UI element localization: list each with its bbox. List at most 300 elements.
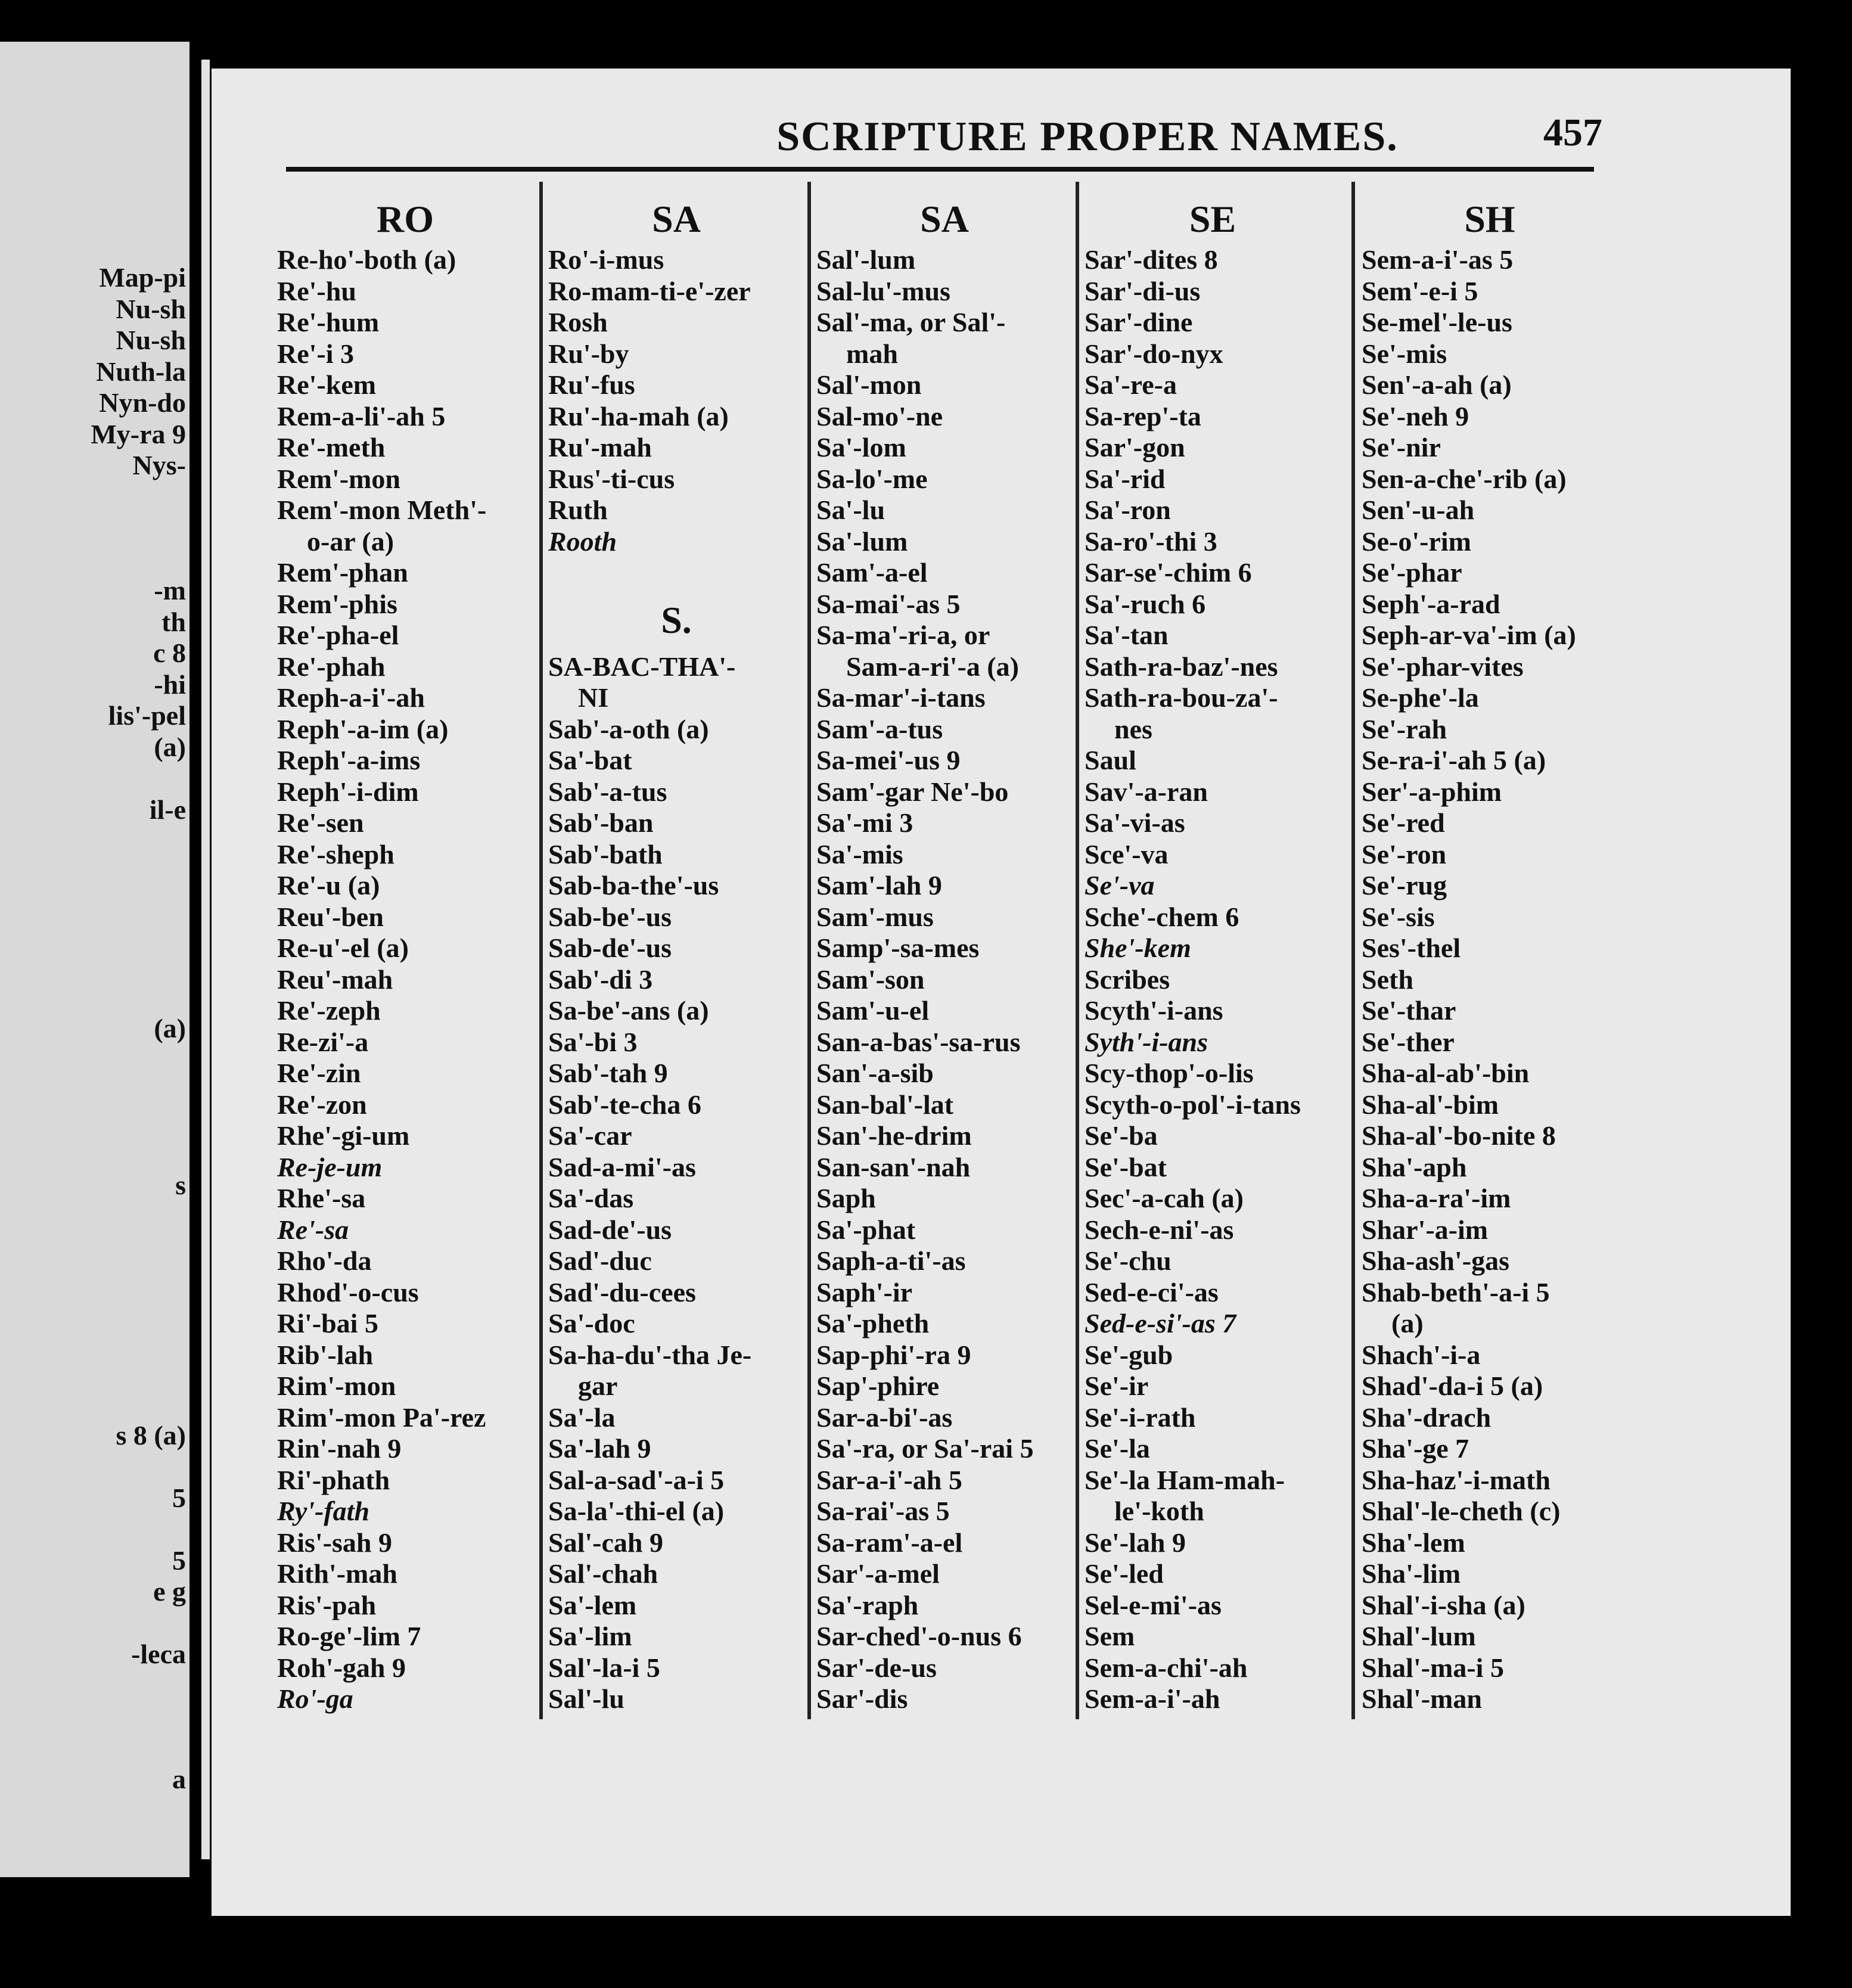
entry-list bbox=[1362, 244, 1618, 1715]
name-entry: San-a-bas'-sa-rus bbox=[816, 1026, 1021, 1057]
entry-list bbox=[277, 244, 533, 1715]
name-entry: Sha'-drach bbox=[1362, 1402, 1491, 1433]
name-entry: Ry'-fath bbox=[277, 1496, 370, 1526]
name-entry: mah bbox=[846, 338, 898, 369]
name-entry: Shal'-le-cheth (c) bbox=[1362, 1496, 1561, 1526]
name-entry: Sa-rai'-as 5 bbox=[816, 1496, 950, 1526]
name-entry: Sal-mo'-ne bbox=[816, 400, 943, 431]
name-entry: Ser'-a-phim bbox=[1362, 776, 1502, 807]
name-entry: Se'-mis bbox=[1362, 338, 1447, 369]
entry-list bbox=[1085, 244, 1341, 1715]
fragment-line bbox=[0, 512, 189, 544]
fragment-line bbox=[0, 1201, 189, 1232]
name-entry: Sap-phi'-ra 9 bbox=[816, 1339, 971, 1370]
column-heading: RO bbox=[377, 198, 434, 240]
name-entry: Sav'-a-ran bbox=[1085, 776, 1208, 807]
name-entry: Sar'-dine bbox=[1085, 307, 1193, 337]
fragment-line bbox=[0, 763, 189, 794]
name-entry: Sa-ha-du'-tha Je- bbox=[548, 1339, 752, 1370]
name-entry: Sal'-lu bbox=[548, 1683, 624, 1714]
name-entry: Sa'-bi 3 bbox=[548, 1026, 638, 1057]
column-rule bbox=[807, 182, 811, 1719]
fragment-line bbox=[0, 888, 189, 920]
name-entry: Sa'-doc bbox=[548, 1308, 635, 1338]
name-entry: Scyth-o-pol'-i-tans bbox=[1085, 1089, 1301, 1120]
name-entry: Scyth'-i-ans bbox=[1085, 995, 1223, 1026]
name-entry: Sa'-ron bbox=[1085, 495, 1171, 525]
name-entry: Reu'-ben bbox=[277, 901, 384, 932]
fragment-line bbox=[0, 1326, 189, 1358]
name-entry: San'-a-sib bbox=[816, 1058, 934, 1088]
name-entry: Sab'-a-oth (a) bbox=[548, 713, 709, 744]
name-entry: Syth'-i-ans bbox=[1085, 1026, 1208, 1057]
name-entry: Sa-lo'-me bbox=[816, 463, 928, 494]
fragment-line: Nyn-do bbox=[99, 387, 186, 418]
name-entry: Se'-nir bbox=[1362, 432, 1441, 462]
fragment-line bbox=[0, 1232, 189, 1264]
column-ro bbox=[277, 194, 533, 1715]
name-entry: Sar-a-i'-ah 5 bbox=[816, 1464, 962, 1495]
name-entry: Sam'-a-el bbox=[816, 557, 928, 588]
name-entry: Sa'-raph bbox=[816, 1589, 919, 1620]
name-entry: Sab'-ban bbox=[548, 807, 654, 838]
name-entry: Sed-e-ci'-as bbox=[1085, 1276, 1219, 1307]
name-entry: Saul bbox=[1085, 745, 1136, 775]
name-entry: Sab'-di 3 bbox=[548, 964, 653, 995]
name-entry: Rib'-lah bbox=[277, 1339, 374, 1370]
name-entry: Rhe'-sa bbox=[277, 1183, 366, 1213]
name-entry: Sech-e-ni'-as bbox=[1085, 1214, 1234, 1245]
name-entry: Ri'-bai 5 bbox=[277, 1308, 378, 1338]
name-entry: Sem-a-i'-as 5 bbox=[1362, 244, 1514, 275]
name-entry: Sab-ba-the'-us bbox=[548, 870, 719, 900]
name-entry: (a) bbox=[1391, 1308, 1424, 1338]
name-entry: Ruth bbox=[548, 495, 608, 525]
fragment-line: c 8 bbox=[153, 638, 186, 668]
name-entry: Samp'-sa-mes bbox=[816, 933, 980, 963]
name-entry: Sha-al'-bim bbox=[1362, 1089, 1499, 1120]
name-entry: Ses'-thel bbox=[1362, 933, 1461, 963]
name-entry: Rho'-da bbox=[277, 1245, 372, 1276]
name-entry: Reph'-a-ims bbox=[277, 745, 421, 775]
name-entry: Sa'-re-a bbox=[1085, 369, 1177, 400]
fragment-line bbox=[0, 920, 189, 951]
fragment-line bbox=[0, 1451, 189, 1483]
name-entry: Sec'-a-cah (a) bbox=[1085, 1183, 1244, 1213]
column-heading: SA bbox=[920, 198, 969, 240]
fragment-line bbox=[0, 1389, 189, 1420]
name-entry: Reu'-mah bbox=[277, 964, 393, 995]
name-entry: Sed-e-si'-as 7 bbox=[1085, 1308, 1236, 1338]
name-entry: Shal'-ma-i 5 bbox=[1362, 1652, 1504, 1683]
fragment-line bbox=[0, 1608, 189, 1639]
name-entry: Sab-be'-us bbox=[548, 901, 672, 932]
name-entry: Rim'-mon bbox=[277, 1371, 396, 1401]
name-entry: Sha'-lem bbox=[1362, 1527, 1465, 1558]
name-entry: Re-ho'-both (a) bbox=[277, 244, 456, 275]
fragment-line: Nu-sh bbox=[116, 293, 186, 324]
name-entry: Sa'-lu bbox=[816, 495, 885, 525]
name-entry: nes bbox=[1114, 713, 1152, 744]
name-entry: Se-phe'-la bbox=[1362, 682, 1479, 713]
name-entry: Sal-a-sad'-a-i 5 bbox=[548, 1464, 725, 1495]
name-entry: Seph'-a-rad bbox=[1362, 588, 1500, 619]
name-entry: Sa'-lim bbox=[548, 1621, 632, 1651]
name-entry: Saph-a-ti'-as bbox=[816, 1245, 966, 1276]
section-letter: S. bbox=[661, 598, 692, 641]
name-entry: Se'-va bbox=[1085, 870, 1155, 900]
fragment-line: -m bbox=[154, 575, 186, 605]
name-entry: Sa'-ruch 6 bbox=[1085, 588, 1206, 619]
column-heading: SA bbox=[652, 198, 701, 240]
book-page bbox=[212, 69, 1791, 1916]
column-rule bbox=[539, 182, 543, 1719]
name-entry: Sar'-dis bbox=[816, 1683, 908, 1714]
fragment-line: Nu-sh bbox=[116, 325, 186, 355]
name-entry: Re'-hu bbox=[277, 275, 356, 306]
column-rule bbox=[1351, 182, 1355, 1719]
fragment-line bbox=[0, 1045, 189, 1076]
fragment-line: s 8 (a) bbox=[116, 1419, 186, 1450]
name-entry: Se'-rug bbox=[1362, 870, 1447, 900]
fragment-line: Map-pi bbox=[99, 262, 186, 293]
fragment-line bbox=[0, 1358, 189, 1389]
name-entry: le'-koth bbox=[1114, 1496, 1204, 1526]
name-entry: Sam'-a-tus bbox=[816, 713, 943, 744]
name-entry: Shad'-da-i 5 (a) bbox=[1362, 1371, 1543, 1401]
name-entry: Rem'-phan bbox=[277, 557, 408, 588]
column-se bbox=[1085, 194, 1341, 1715]
name-entry: Shal'-lum bbox=[1362, 1621, 1476, 1651]
fragment-line bbox=[0, 950, 189, 982]
name-entry: Re'-sa bbox=[277, 1214, 349, 1245]
fragment-line: -hi bbox=[154, 669, 186, 700]
name-entry: gar bbox=[578, 1371, 618, 1401]
name-entry: Sa'-car bbox=[548, 1120, 632, 1151]
fragment-line: Nuth-la bbox=[96, 356, 186, 387]
name-entry: Rem-a-li'-ah 5 bbox=[277, 400, 446, 431]
name-entry: Shab-beth'-a-i 5 bbox=[1362, 1276, 1550, 1307]
name-entry: Sam'-son bbox=[816, 964, 925, 995]
name-entry: Sa'-tan bbox=[1085, 620, 1169, 650]
name-entry: Seth bbox=[1362, 964, 1413, 995]
name-entry: Ro'-i-mus bbox=[548, 244, 664, 275]
name-entry: Sar-se'-chim 6 bbox=[1085, 557, 1252, 588]
name-entry: Sem bbox=[1085, 1621, 1135, 1651]
name-entry: Sen'-u-ah bbox=[1362, 495, 1475, 525]
name-entry: Sen-a-che'-rib (a) bbox=[1362, 463, 1567, 494]
name-entry: Se'-bat bbox=[1085, 1151, 1167, 1182]
fragment-line bbox=[0, 825, 189, 857]
name-entry: Scy-thop'-o-lis bbox=[1085, 1058, 1254, 1088]
name-entry: Sal'-mon bbox=[816, 369, 922, 400]
fragment-line bbox=[0, 1138, 189, 1170]
name-entry: Shach'-i-a bbox=[1362, 1339, 1481, 1370]
name-entry: Re'-hum bbox=[277, 307, 380, 337]
name-entry: Rim'-mon Pa'-rez bbox=[277, 1402, 486, 1433]
name-entry: Sam'-mus bbox=[816, 901, 934, 932]
name-entry: Roh'-gah 9 bbox=[277, 1652, 406, 1683]
name-entry: Sem-a-chi'-ah bbox=[1085, 1652, 1248, 1683]
fragment-line bbox=[0, 857, 189, 889]
name-entry: Sa'-vi-as bbox=[1085, 807, 1185, 838]
name-entry: Sa'-mi 3 bbox=[816, 807, 913, 838]
name-entry: She'-kem bbox=[1085, 933, 1191, 963]
name-entry: Rem'-mon bbox=[277, 463, 400, 494]
name-entry: Ru'-by bbox=[548, 338, 629, 369]
name-entry: Sam'-lah 9 bbox=[816, 870, 942, 900]
name-entry: Sa'-mis bbox=[816, 838, 903, 869]
page-number: 457 bbox=[1543, 111, 1602, 154]
name-entry: Re'-sheph bbox=[277, 838, 394, 869]
name-entry: Sha-al'-bo-nite 8 bbox=[1362, 1120, 1556, 1151]
name-entry: Sha'-aph bbox=[1362, 1151, 1467, 1182]
name-entry: Shal'-i-sha (a) bbox=[1362, 1589, 1525, 1620]
name-entry: Sa-ro'-thi 3 bbox=[1085, 526, 1217, 557]
name-entry: Se'-phar bbox=[1362, 557, 1462, 588]
name-entry: Sar-a-bi'-as bbox=[816, 1402, 953, 1433]
name-entry: Re'-pha-el bbox=[277, 620, 399, 650]
column-rule bbox=[1076, 182, 1079, 1719]
fragment-line: Nys- bbox=[132, 450, 186, 480]
header-rule bbox=[286, 167, 1594, 172]
fragment-line: 5 bbox=[172, 1545, 186, 1576]
name-entry: Sab'-bath bbox=[548, 838, 663, 869]
name-entry: Ro'-ga bbox=[277, 1683, 353, 1714]
name-entry: Ru'-fus bbox=[548, 369, 635, 400]
fragment-line bbox=[0, 1733, 189, 1765]
name-entry: Sha-ash'-gas bbox=[1362, 1245, 1509, 1276]
name-entry: Seph-ar-va'-im (a) bbox=[1362, 620, 1576, 650]
name-entry: Sar'-dites 8 bbox=[1085, 244, 1218, 275]
name-entry: Se'-la Ham-mah- bbox=[1085, 1464, 1285, 1495]
name-entry: Re'-i 3 bbox=[277, 338, 355, 369]
name-entry: Re'-sen bbox=[277, 807, 364, 838]
name-entry: Scribes bbox=[1085, 964, 1170, 995]
name-entry: Shar'-a-im bbox=[1362, 1214, 1489, 1245]
column-sh bbox=[1362, 194, 1618, 1715]
fragment-line: 5 bbox=[172, 1482, 186, 1513]
gutter-rule bbox=[201, 60, 210, 1859]
name-entry: Re'-phah bbox=[277, 651, 386, 682]
name-entry: Sa-mai'-as 5 bbox=[816, 588, 961, 619]
name-entry: Se'-gub bbox=[1085, 1339, 1173, 1370]
name-entry: Sal-lu'-mus bbox=[816, 275, 950, 306]
name-entry: Sa'-lem bbox=[548, 1589, 637, 1620]
fragment-line bbox=[0, 1701, 189, 1733]
name-entry: Sha-a-ra'-im bbox=[1362, 1183, 1511, 1213]
running-head: SCRIPTURE PROPER NAMES. bbox=[776, 114, 1399, 160]
name-entry: Rin'-nah 9 bbox=[277, 1433, 402, 1464]
name-entry: Se'-i-rath bbox=[1085, 1402, 1196, 1433]
name-entry: Sal'-la-i 5 bbox=[548, 1652, 660, 1683]
name-entry: Sha'-lim bbox=[1362, 1558, 1461, 1589]
name-entry: Se'-rah bbox=[1362, 713, 1447, 744]
fragment-line: (a) bbox=[154, 731, 186, 762]
name-entry: Re-zi'-a bbox=[277, 1026, 369, 1057]
name-entry: Sha-haz'-i-math bbox=[1362, 1464, 1550, 1495]
name-entry: Sar'-gon bbox=[1085, 432, 1185, 462]
fragment-line bbox=[0, 1514, 189, 1545]
name-entry: Sap'-phire bbox=[816, 1371, 940, 1401]
fragment-line: th bbox=[161, 606, 186, 637]
name-entry: Re-u'-el (a) bbox=[277, 933, 409, 963]
facing-page-fragment bbox=[0, 42, 189, 1877]
name-entry: Sa-rep'-ta bbox=[1085, 400, 1201, 431]
name-entry: Sad'-duc bbox=[548, 1245, 652, 1276]
fragment-line: lis'-pel bbox=[108, 700, 186, 731]
name-entry: Sad-a-mi'-as bbox=[548, 1151, 696, 1182]
name-entry: Sa-la'-thi-el (a) bbox=[548, 1496, 725, 1526]
name-entry: Sa-mei'-us 9 bbox=[816, 745, 961, 775]
name-entry: Sa-ma'-ri-a, or bbox=[816, 620, 990, 650]
name-entry: Re-je-um bbox=[277, 1151, 383, 1182]
name-entry: Sha'-ge 7 bbox=[1362, 1433, 1469, 1464]
name-entry: Sar'-a-mel bbox=[816, 1558, 940, 1589]
name-entry: Se'-sis bbox=[1362, 901, 1435, 932]
name-entry: Sel-e-mi'-as bbox=[1085, 1589, 1222, 1620]
name-entry: Ru'-mah bbox=[548, 432, 652, 462]
entry-list bbox=[548, 244, 804, 1715]
name-entry: Sa'-bat bbox=[548, 745, 632, 775]
name-entry: Sab'-te-cha 6 bbox=[548, 1089, 701, 1120]
name-entry: Sar'-di-us bbox=[1085, 275, 1201, 306]
name-entry: Sche'-chem 6 bbox=[1085, 901, 1239, 932]
name-entry: Sar'-do-nyx bbox=[1085, 338, 1223, 369]
name-entry: Rus'-ti-cus bbox=[548, 463, 675, 494]
name-entry: Rith'-mah bbox=[277, 1558, 397, 1589]
name-entry: Sab'-tah 9 bbox=[548, 1058, 668, 1088]
name-entry: Re'-zon bbox=[277, 1089, 367, 1120]
name-entry: Sal'-lum bbox=[816, 244, 916, 275]
name-entry: Rem'-mon Meth'- bbox=[277, 495, 487, 525]
name-entry: Se-mel'-le-us bbox=[1362, 307, 1512, 337]
name-entry: Ro-mam-ti-e'-zer bbox=[548, 275, 751, 306]
name-entry: Sa'-das bbox=[548, 1183, 634, 1213]
fragment-line bbox=[0, 1670, 189, 1702]
name-entry: Sam-a-ri'-a (a) bbox=[846, 651, 1019, 682]
column-heading: SE bbox=[1189, 198, 1236, 240]
name-entry: Sa-ram'-a-el bbox=[816, 1527, 963, 1558]
name-entry: Sal'-chah bbox=[548, 1558, 658, 1589]
name-entry: San-san'-nah bbox=[816, 1151, 971, 1182]
name-entry: Sen'-a-ah (a) bbox=[1362, 369, 1512, 400]
name-entry: Se'-ther bbox=[1362, 1026, 1455, 1057]
name-entry: Se'-ron bbox=[1362, 838, 1447, 869]
fragment-line bbox=[0, 1107, 189, 1139]
name-entry: Sa'-lah 9 bbox=[548, 1433, 651, 1464]
name-entry: Se'-lah 9 bbox=[1085, 1527, 1186, 1558]
name-entry: Ri'-phath bbox=[277, 1464, 390, 1495]
name-entry: Re'-zeph bbox=[277, 995, 381, 1026]
entry-list bbox=[816, 244, 1073, 1715]
name-entry: Rhod'-o-cus bbox=[277, 1276, 419, 1307]
name-entry: Reph'-i-dim bbox=[277, 776, 419, 807]
name-entry: Sa'-lum bbox=[816, 526, 908, 557]
name-entry: Reph'-a-im (a) bbox=[277, 713, 449, 744]
name-entry: Se-o'-rim bbox=[1362, 526, 1471, 557]
name-entry: Reph-a-i'-ah bbox=[277, 682, 425, 713]
name-entry: Rosh bbox=[548, 307, 608, 337]
name-entry: Sha-al-ab'-bin bbox=[1362, 1058, 1530, 1088]
name-entry: Re'-u (a) bbox=[277, 870, 380, 900]
name-entry: Re'-kem bbox=[277, 369, 377, 400]
name-entry: Se-ra-i'-ah 5 (a) bbox=[1362, 745, 1546, 775]
name-entry: Sem'-e-i 5 bbox=[1362, 275, 1478, 306]
fragment-line: s bbox=[175, 1169, 186, 1200]
name-entry: Sam'-u-el bbox=[816, 995, 930, 1026]
name-entry: Sa'-la bbox=[548, 1402, 616, 1433]
name-entry: Sem-a-i'-ah bbox=[1085, 1683, 1220, 1714]
name-entry: Se'-ir bbox=[1085, 1371, 1149, 1401]
name-entry: Sa-be'-ans (a) bbox=[548, 995, 709, 1026]
fragment-line bbox=[0, 1295, 189, 1327]
name-entry: Sa'-lom bbox=[816, 432, 906, 462]
name-entry: Sa'-ra, or Sa'-rai 5 bbox=[816, 1433, 1034, 1464]
name-entry: Sab-de'-us bbox=[548, 933, 672, 963]
fragment-line: a bbox=[172, 1764, 186, 1794]
name-entry: Sa'-pheth bbox=[816, 1308, 930, 1338]
fragment-line bbox=[0, 1076, 189, 1107]
name-entry: Sar'-de-us bbox=[816, 1652, 937, 1683]
fragment-line: (a) bbox=[154, 1013, 186, 1043]
name-entry: Se'-red bbox=[1362, 807, 1445, 838]
name-entry: Sab'-a-tus bbox=[548, 776, 667, 807]
name-entry: Shal'-man bbox=[1362, 1683, 1482, 1714]
name-entry: Se'-phar-vites bbox=[1362, 651, 1524, 682]
name-entry: Se'-led bbox=[1085, 1558, 1164, 1589]
name-entry: Ru'-ha-mah (a) bbox=[548, 400, 729, 431]
name-entry: Ro-ge'-lim 7 bbox=[277, 1621, 421, 1651]
name-entry: Sar-ched'-o-nus 6 bbox=[816, 1621, 1022, 1651]
name-entry: Se'-chu bbox=[1085, 1245, 1172, 1276]
name-entry: Sa'-phat bbox=[816, 1214, 916, 1245]
name-entry: Saph'-ir bbox=[816, 1276, 913, 1307]
name-entry: o-ar (a) bbox=[307, 526, 394, 557]
name-entry: Rooth bbox=[548, 526, 617, 557]
name-entry: Se'-neh 9 bbox=[1362, 400, 1469, 431]
fragment-line: My-ra 9 bbox=[91, 418, 186, 449]
name-entry: Sa-mar'-i-tans bbox=[816, 682, 986, 713]
name-entry: Se'-ba bbox=[1085, 1120, 1158, 1151]
name-entry: Sath-ra-baz'-nes bbox=[1085, 651, 1278, 682]
name-entry: Re'-zin bbox=[277, 1058, 361, 1088]
fragment-line: il-e bbox=[149, 794, 186, 825]
name-entry: Sal'-ma, or Sal'- bbox=[816, 307, 1006, 337]
name-entry: NI bbox=[578, 682, 609, 713]
fragment-line bbox=[0, 544, 189, 576]
fragment-line bbox=[0, 982, 189, 1014]
name-entry: Saph bbox=[816, 1183, 876, 1213]
name-entry: Sce'-va bbox=[1085, 838, 1169, 869]
name-entry: Sath-ra-bou-za'- bbox=[1085, 682, 1278, 713]
name-entry bbox=[548, 557, 804, 589]
column-sa-1 bbox=[548, 194, 804, 1715]
name-entry: Sa'-rid bbox=[1085, 463, 1166, 494]
name-entry: San'-he-drim bbox=[816, 1120, 972, 1151]
name-entry: Re'-meth bbox=[277, 432, 386, 462]
column-sa-2 bbox=[816, 194, 1073, 1715]
name-entry: Sad-de'-us bbox=[548, 1214, 672, 1245]
fragment-line bbox=[0, 1263, 189, 1295]
name-entry: Sal'-cah 9 bbox=[548, 1527, 663, 1558]
name-entry: Se'-la bbox=[1085, 1433, 1150, 1464]
column-heading: SH bbox=[1464, 198, 1515, 240]
fragment-line: -leca bbox=[131, 1639, 186, 1669]
name-entry: San-bal'-lat bbox=[816, 1089, 954, 1120]
name-entry: Rem'-phis bbox=[277, 588, 397, 619]
name-entry: SA-BAC-THA'- bbox=[548, 651, 736, 682]
